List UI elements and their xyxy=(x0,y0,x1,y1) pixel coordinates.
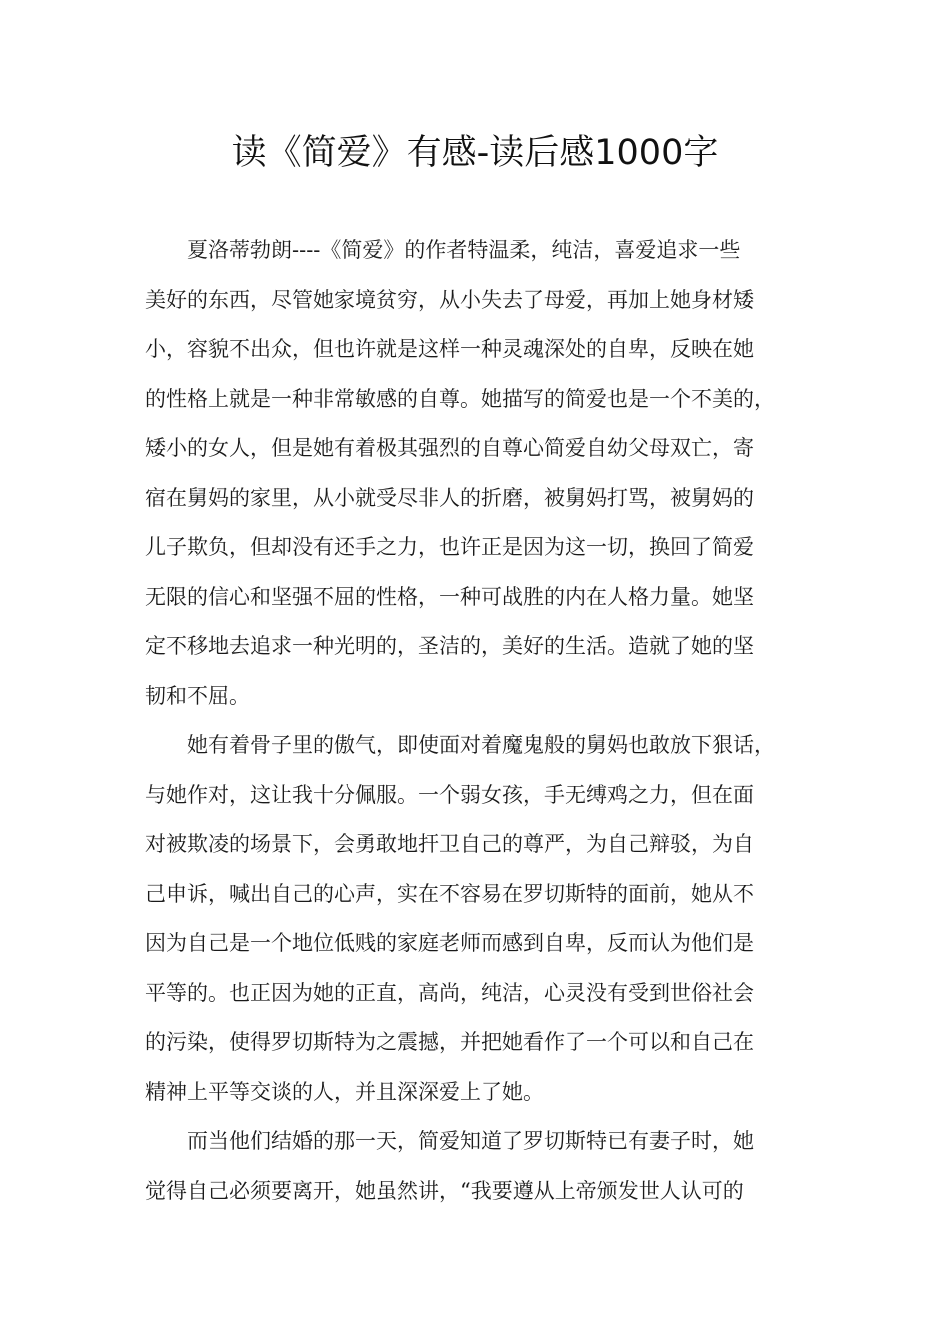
text-line: 无限的信心和坚强不屈的性格，一种可战胜的内在人格力量。她坚 xyxy=(145,584,754,609)
text-line: 对被欺凌的场景下，会勇敢地扞卫自己的尊严，为自己辩驳，为自 xyxy=(145,832,754,856)
text-line: 觉得自己必须要离开，她虽然讲，“我要遵从上帝颁发世人认可的 xyxy=(145,1178,744,1203)
text-line: 定不移地去追求一种光明的，圣洁的，美好的生活。造就了她的坚 xyxy=(145,634,754,658)
text-line: 夏洛蒂勃朗----《简爱》的作者特温柔，纯洁，喜爱追求一些 xyxy=(187,238,741,262)
text-line: 因为自己是一个地位低贱的家庭老师而感到自卑，反而认为他们是 xyxy=(145,931,754,955)
text-line: 儿子欺负，但却没有还手之力，也许正是因为这一切，换回了简爱 xyxy=(145,535,754,559)
paragraph-1 xyxy=(145,226,815,721)
text-line: 美好的东西，尽管她家境贫穷，从小失去了母爱，再加上她身材矮 xyxy=(145,287,754,312)
text-line: 精神上平等交谈的人，并且深深爱上了她。 xyxy=(145,1079,544,1104)
text-line: 韧和不屈。 xyxy=(145,683,250,708)
text-line: 宿在舅妈的家里，从小就受尽非人的折磨，被舅妈打骂，被舅妈的 xyxy=(145,485,754,510)
text-line: 她有着骨子里的傲气，即使面对着魔鬼般的舅妈也敢放下狠话， xyxy=(187,733,775,757)
text-line: 小，容貌不出众，但也许就是这样一种灵魂深处的自卑，反映在她 xyxy=(145,337,754,361)
paragraph-2 xyxy=(145,721,815,1117)
text-line: 而当他们结婚的那一天，简爱知道了罗切斯特已有妻子时，她 xyxy=(187,1129,754,1153)
text-line: 与她作对，这让我十分佩服。一个弱女孩，手无缚鸡之力，但在面 xyxy=(145,782,754,807)
document-body xyxy=(145,226,815,1216)
text-line: 平等的。也正因为她的正直，高尚，纯洁，心灵没有受到世俗社会 xyxy=(145,980,754,1005)
text-line: 的污染，使得罗切斯特为之震撼，并把她看作了一个可以和自己在 xyxy=(145,1030,754,1054)
document-title: 读《简爱》有感-读后感1000字 xyxy=(231,133,719,173)
text-line: 的性格上就是一种非常敏感的自尊。她描写的简爱也是一个不美的， xyxy=(145,386,775,411)
text-line: 矮小的女人，但是她有着极其强烈的自尊心简爱自幼父母双亡，寄 xyxy=(145,436,754,460)
paragraph-3 xyxy=(145,1117,815,1216)
text-line: 己申诉，喊出自己的心声，实在不容易在罗切斯特的面前，她从不 xyxy=(145,881,754,906)
